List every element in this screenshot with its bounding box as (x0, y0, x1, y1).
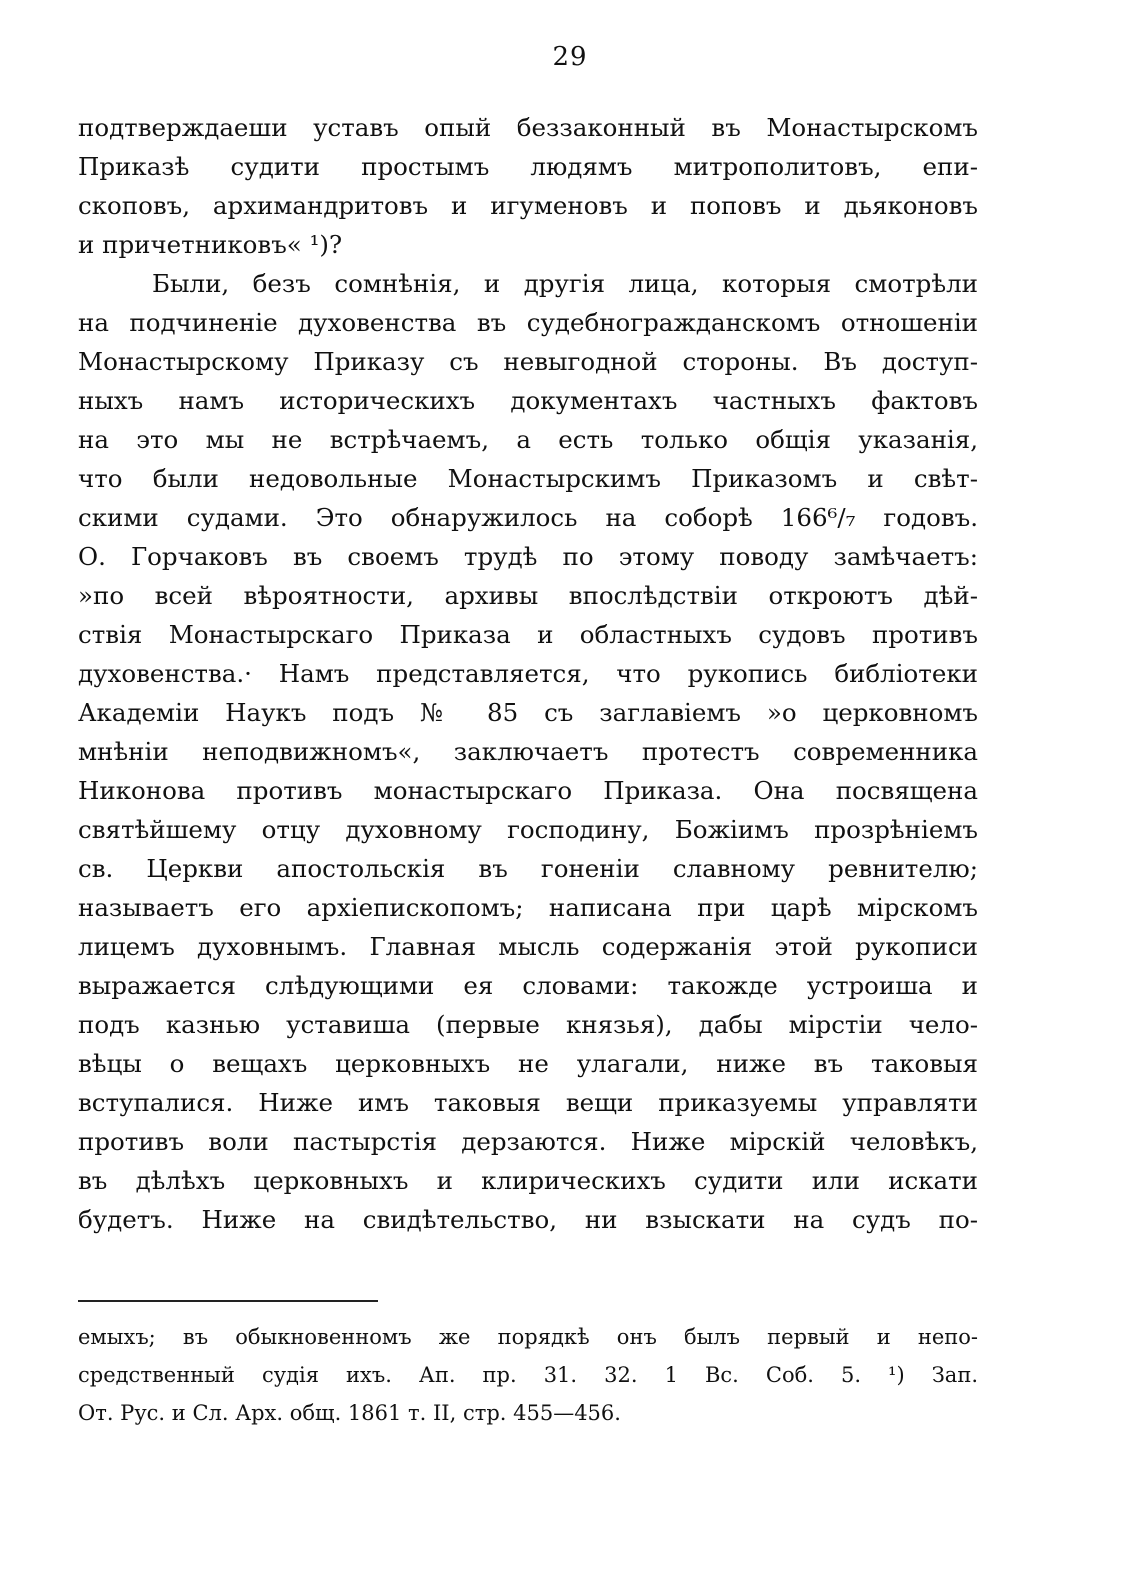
text-line: Приказѣ судити простымъ людямъ митрополитовъ, епи- (78, 152, 978, 181)
text-line: вступалися. Ниже имъ таковыя вещи приказуемы управляти (78, 1088, 978, 1117)
text-line: »по всей вѣроятности, архивы впослѣдствіи откроютъ дѣй- (78, 581, 978, 610)
text-line: подъ казнью уставиша (первые князья), дабы мірстіи чело- (78, 1010, 978, 1039)
text-line: Никонова противъ монастырскаго Приказа. Она посвящена (78, 776, 978, 805)
text-line: вѣцы о вещахъ церковныхъ не улагали, ниже въ таковыя (78, 1049, 978, 1078)
footnote-line: От. Рус. и Сл. Арх. общ. 1861 т. II, стр. 455—456. (78, 1401, 621, 1425)
text-line: скоповъ, архимандритовъ и игуменовъ и поповъ и дьяконовъ (78, 191, 978, 220)
text-line: ныхъ намъ историческихъ документахъ частныхъ фактовъ (78, 386, 978, 415)
text-line: будетъ. Ниже на свидѣтельство, ни взыскати на судъ по- (78, 1205, 978, 1234)
main-text (78, 108, 978, 1239)
paragraph-start-line: Были, безъ сомнѣнія, и другія лица, которыя смотрѣли (152, 269, 978, 298)
text-line: святѣйшему отцу духовному господину, Божіимъ прозрѣніемъ (78, 815, 978, 844)
text-line: противъ воли пастырстія дерзаются. Ниже мірскій человѣкъ, (78, 1127, 978, 1156)
text-line: Академіи Наукъ подъ № 85 съ заглавіемъ »о церковномъ (78, 698, 978, 727)
footnote-divider (78, 1300, 378, 1302)
text-line: Монастырскому Приказу съ невыгодной стороны. Въ доступ- (78, 347, 978, 376)
footnote-line: средственный судія ихъ. Ап. пр. 31. 32. 1 Вс. Соб. 5. ¹) Зап. (78, 1363, 978, 1387)
text-line: мнѣніи неподвижномъ«, заключаетъ протестъ современника (78, 737, 978, 766)
text-line: въ дѣлѣхъ церковныхъ и клирическихъ судити или искати (78, 1166, 978, 1195)
text-line: и причетниковъ« ¹)? (78, 230, 343, 259)
text-line: на это мы не встрѣчаемъ, а есть только общія указанія, (78, 425, 978, 454)
text-line: лицемъ духовнымъ. Главная мысль содержанія этой рукописи (78, 932, 978, 961)
text-line: О. Горчаковъ въ своемъ трудѣ по этому поводу замѣчаетъ: (78, 542, 978, 571)
page-number: 29 (552, 42, 588, 72)
text-line: ствія Монастырскаго Приказа и областныхъ судовъ противъ (78, 620, 978, 649)
text-line: скими судами. Это обнаружилось на соборѣ 166⁶/₇ годовъ. (78, 503, 978, 532)
footnotes (78, 1318, 978, 1432)
text-line: на подчиненіе духовенства въ судебногражданскомъ отношеніи (78, 308, 978, 337)
text-line: подтверждаеши уставъ опый беззаконный въ Монастырскомъ (78, 113, 978, 142)
text-line: духовенства.· Намъ представляется, что рукопись библіотеки (78, 659, 978, 688)
text-line: называетъ его архіепископомъ; написана при царѣ мірскомъ (78, 893, 978, 922)
text-line: выражается слѣдующими ея словами: такожде устроиша и (78, 971, 978, 1000)
footnote-line: емыхъ; въ обыкновенномъ же порядкѣ онъ былъ первый и непо- (78, 1325, 978, 1349)
text-line: св. Церкви апостольскія въ гоненіи славному ревнителю; (78, 854, 978, 883)
text-line: что были недовольные Монастырскимъ Приказомъ и свѣт- (78, 464, 978, 493)
